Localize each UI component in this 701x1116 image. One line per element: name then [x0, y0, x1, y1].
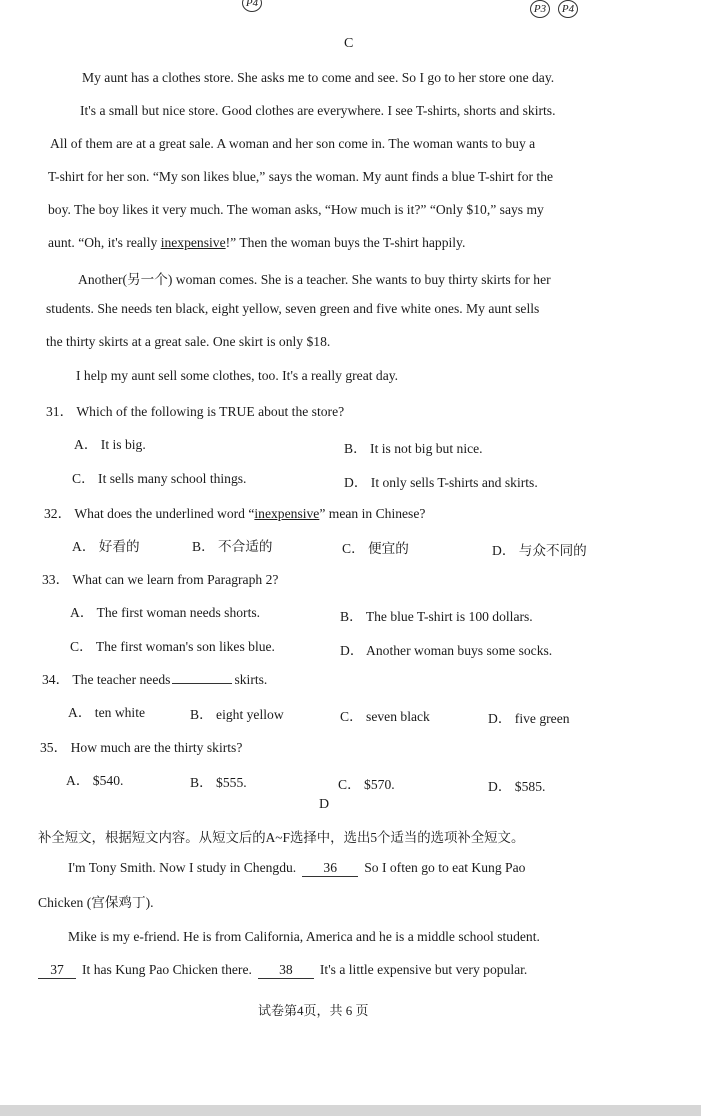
question-31-option-c[interactable]: C． It sells many school things.	[72, 471, 247, 486]
question-34	[42, 668, 267, 688]
question-33-option-b[interactable]: B． The blue T-shirt is 100 dollars.	[340, 609, 533, 624]
question-34-option-b[interactable]: B． eight yellow	[190, 707, 284, 722]
question-34-option-d[interactable]: D． five green	[488, 711, 570, 726]
question-34-option-a[interactable]: A． ten white	[68, 705, 146, 720]
passage-line: It's a small but nice store. Good clothes are everywhere. I see T-shirts, shorts and skirts.	[80, 103, 556, 118]
question-33-option-c[interactable]: C． The first woman's son likes blue.	[70, 639, 275, 654]
passage-line: students. She needs ten black, eight yellow, seven green and five white ones. My aunt sells	[46, 301, 540, 316]
passage-line: T-shirt for her son. “My son likes blue,” says the woman. My aunt finds a blue T-shirt for the	[48, 169, 554, 184]
passage-line: I help my aunt sell some clothes, too. It's a really great day.	[76, 368, 399, 383]
passage-line: My aunt has a clothes store. She asks me to come and see. So I go to her store one day.	[82, 70, 555, 85]
question-33-option-d[interactable]: D． Another woman buys some socks.	[340, 643, 553, 658]
passage-text: I'm Tony Smith. Now I study in Chengdu.	[68, 860, 297, 875]
question-35-option-d[interactable]: D． $585.	[488, 779, 546, 794]
bottom-band	[0, 1105, 701, 1116]
question-32	[44, 502, 425, 522]
passage-line: Chicken (宫保鸡丁).	[38, 895, 154, 910]
section-d-title: D	[319, 797, 330, 812]
passage-line: the thirty skirts at a great sale. One skirt is only $18.	[46, 334, 331, 349]
question-34-text: 34． The teacher needs	[42, 672, 171, 687]
underlined-word: inexpensive	[160, 235, 226, 250]
question-32-text: ” mean in Chinese?	[319, 506, 426, 521]
passage-line: boy. The boy likes it very much. The woman asks, “How much is it?” “Only $10,” says my	[48, 202, 544, 217]
question-33-option-a[interactable]: A． The first woman needs shorts.	[70, 605, 261, 620]
passage-text: aunt. “Oh, it's really	[48, 235, 161, 250]
question-34-option-c[interactable]: C． seven black	[340, 709, 430, 724]
question-32-underlined-word: inexpensive	[254, 506, 320, 521]
passage-line	[38, 962, 527, 979]
question-31-option-b[interactable]: B． It is not big but nice.	[344, 441, 483, 456]
passage-line: Another(另一个) woman comes. She is a teacher. She wants to buy thirty skirts for her	[78, 272, 551, 287]
question-32-option-b[interactable]: B． 不合适的	[192, 539, 273, 554]
page-mark-right-1: P3	[530, 0, 550, 18]
page-number: 试卷第4页，共 6 页	[258, 1003, 369, 1018]
passage-line: All of them are at a great sale. A woman and her son come in. The woman wants to buy a	[50, 136, 536, 151]
question-31-option-a[interactable]: A． It is big.	[74, 437, 146, 452]
passage-line	[48, 235, 465, 251]
question-33: 33． What can we learn from Paragraph 2?	[42, 572, 279, 587]
blank-36[interactable]: 36	[302, 860, 358, 877]
page-mark-left: P4	[242, 0, 262, 12]
question-31: 31． Which of the following is TRUE about the store?	[46, 404, 345, 419]
question-32-option-a[interactable]: A． 好看的	[72, 539, 140, 554]
question-35-option-c[interactable]: C． $570.	[338, 777, 395, 792]
answer-blank[interactable]	[172, 671, 232, 684]
passage-text: !” Then the woman buys the T-shirt happily.	[225, 235, 466, 250]
section-d-instruction: 补全短文，根据短文内容。从短文后的A~F选择中，选出5个适当的选项补全短文。	[38, 830, 525, 845]
blank-38[interactable]: 38	[258, 962, 314, 979]
blank-37[interactable]: 37	[38, 962, 76, 979]
page-mark-right-2: P4	[558, 0, 578, 18]
passage-text: It has Kung Pao Chicken there.	[82, 962, 252, 977]
passage-line: Mike is my e-friend. He is from California, America and he is a middle school student.	[68, 929, 540, 944]
question-35-option-b[interactable]: B． $555.	[190, 775, 247, 790]
passage-text: It's a little expensive but very popular.	[319, 962, 528, 977]
question-35-option-a[interactable]: A． $540.	[66, 773, 124, 788]
section-c-title: C	[344, 36, 354, 51]
question-32-text: 32． What does the underlined word “	[44, 506, 255, 521]
question-35: 35． How much are the thirty skirts?	[40, 740, 243, 755]
passage-text: So I often go to eat Kung Pao	[364, 860, 526, 875]
passage-line	[68, 860, 525, 877]
question-32-option-d[interactable]: D． 与众不同的	[492, 543, 587, 558]
question-32-option-c[interactable]: C． 便宜的	[342, 541, 409, 556]
question-34-text: skirts.	[234, 672, 268, 687]
question-31-option-d[interactable]: D． It only sells T-shirts and skirts.	[344, 475, 538, 490]
